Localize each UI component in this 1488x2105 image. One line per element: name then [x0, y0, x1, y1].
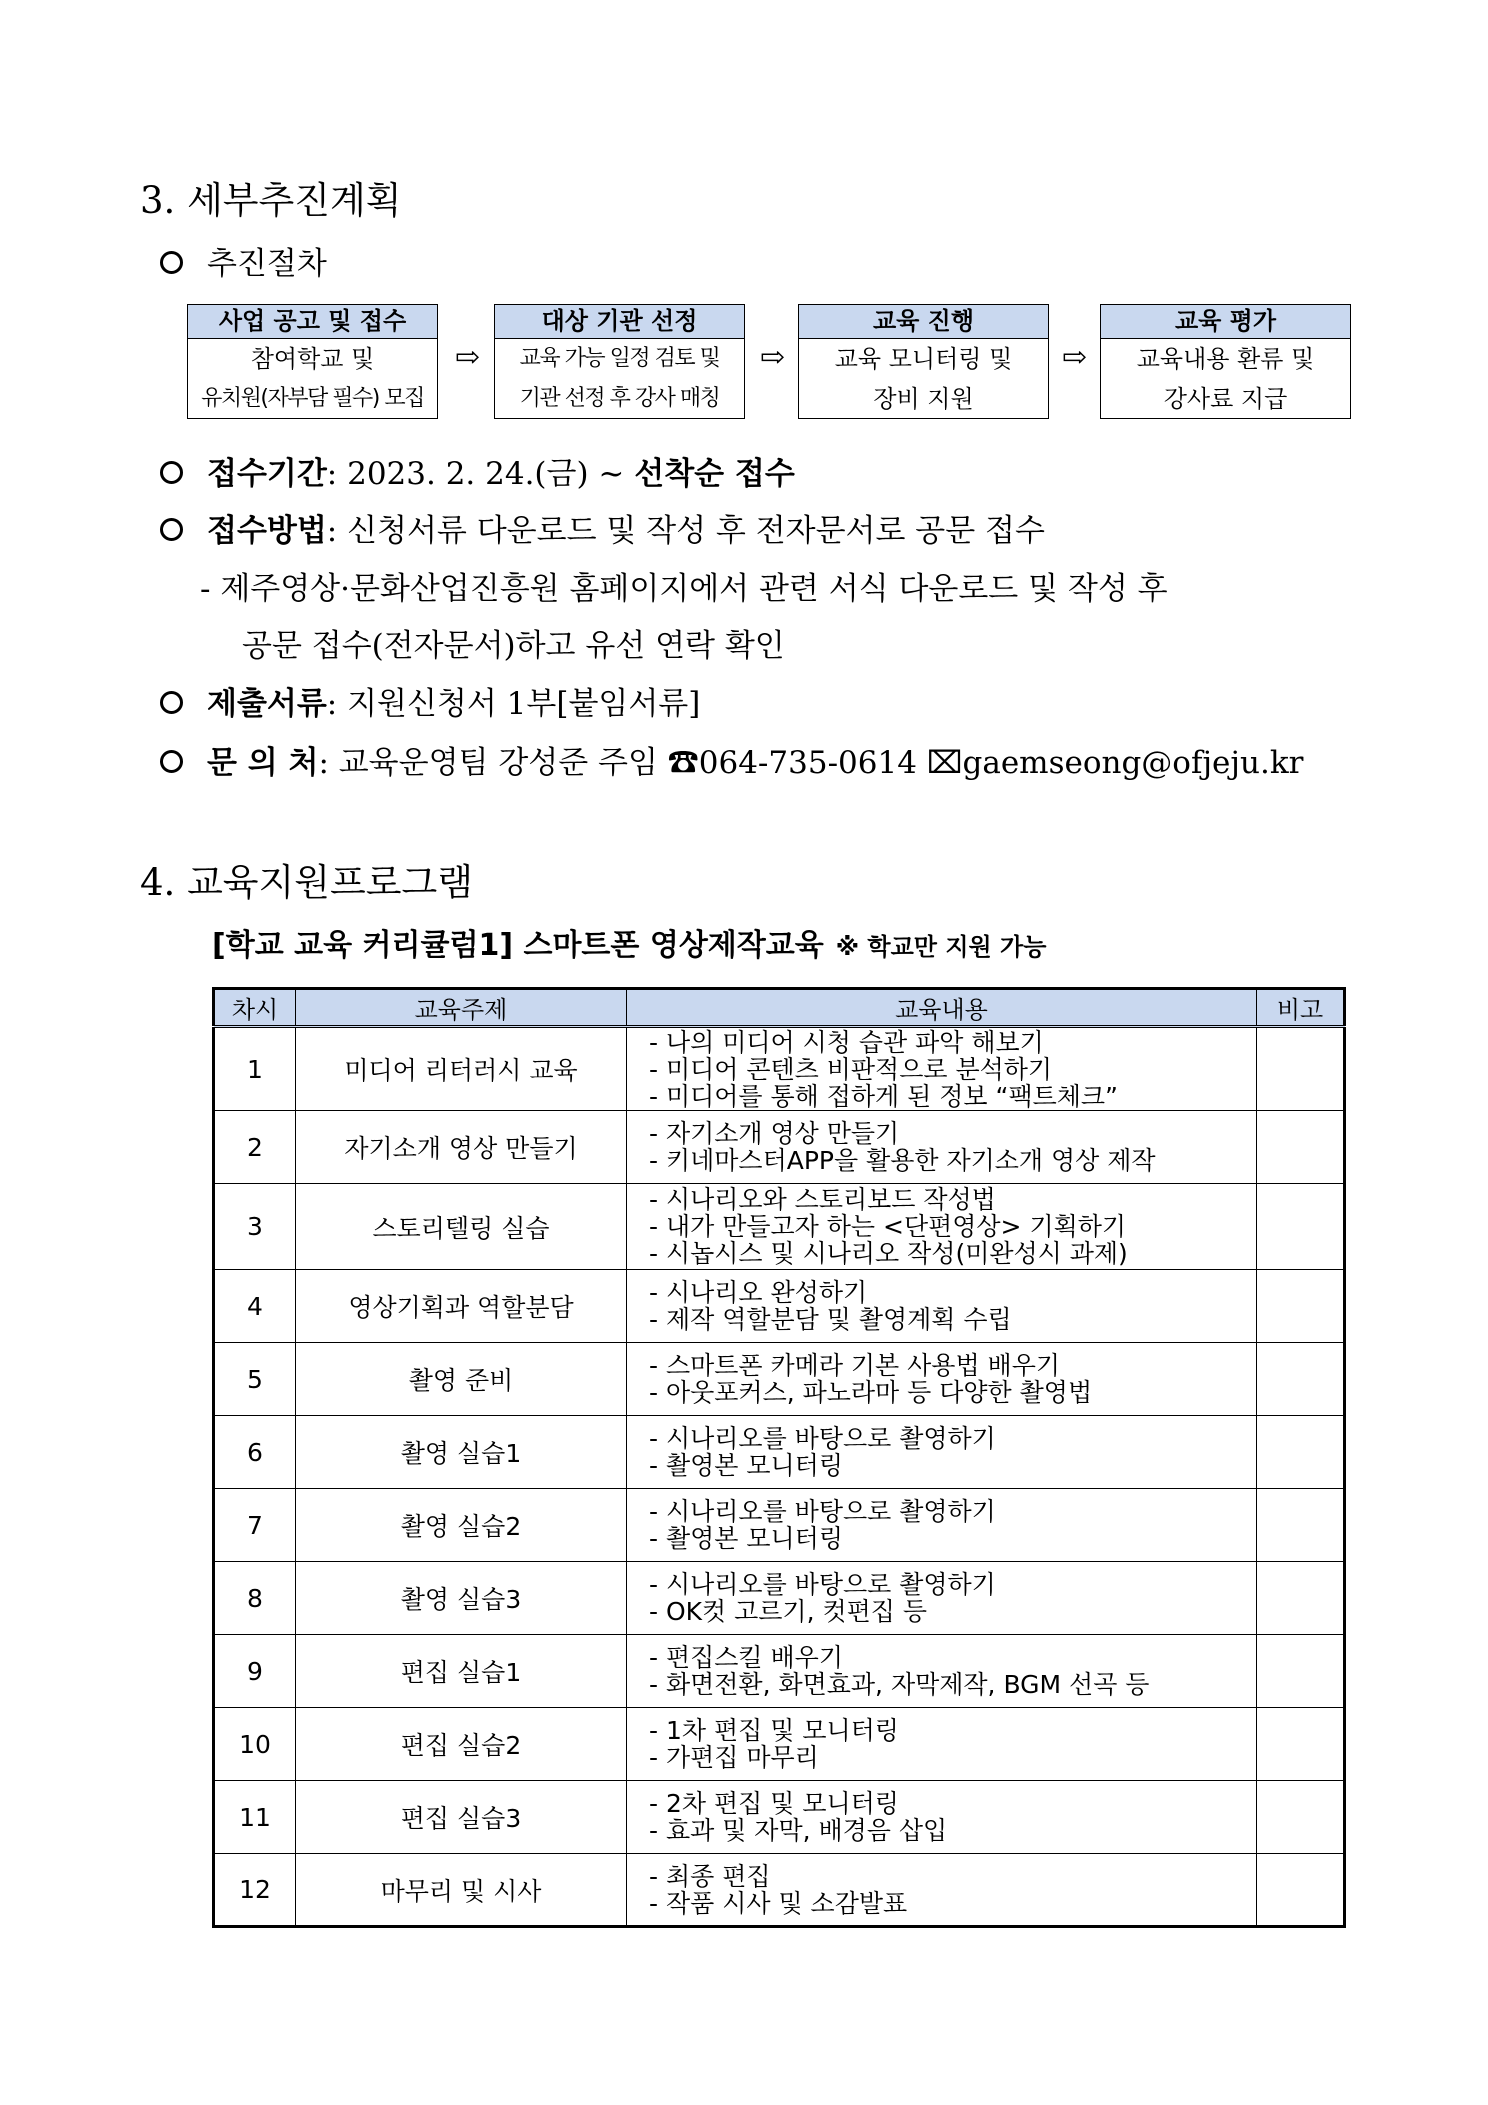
content-item: - 미디어 콘텐츠 비판적으로 분석하기	[649, 1054, 1053, 1084]
row-content	[627, 1027, 1257, 1111]
row-content	[627, 1184, 1257, 1270]
content-item: - 편집스킬 배우기	[649, 1643, 843, 1672]
table-row	[214, 1489, 1345, 1562]
circle-bullet-icon	[160, 750, 183, 773]
row-no: 3	[214, 1184, 296, 1270]
flow-step-2	[494, 304, 745, 419]
row-content	[627, 1111, 1257, 1184]
row-topic: 편집 실습3	[296, 1781, 627, 1854]
content-item: - 화면전환, 화면효과, 자막제작, BGM 선곡 등	[649, 1670, 1150, 1699]
curriculum-table	[212, 987, 1346, 1928]
content-item: - 나의 미디어 시청 습관 파악 해보기	[649, 1027, 1044, 1057]
flow-step-3-line-2: 장비 지원	[873, 385, 974, 413]
flow-step-2-line-2: 기관 선정 후 강사 매칭	[519, 386, 720, 411]
content-item: - 시놉시스 및 시나리오 작성(미완성시 과제)	[649, 1239, 1128, 1268]
content-item: - 가편집 마무리	[649, 1743, 819, 1772]
flow-step-3	[798, 304, 1049, 419]
flow-arrow-icon: ⇨	[455, 340, 481, 375]
row-no: 2	[214, 1111, 296, 1184]
row-topic: 촬영 실습3	[296, 1562, 627, 1635]
docs-line	[160, 678, 700, 723]
row-topic: 촬영 실습2	[296, 1489, 627, 1562]
circle-bullet-icon	[160, 518, 183, 541]
row-note	[1257, 1562, 1345, 1635]
content-item: - 제작 역할분담 및 촬영계획 수립	[649, 1305, 1012, 1334]
period-value: : 2023. 2. 24.(금) ~	[326, 456, 635, 492]
docs-value: : 지원신청서 1부[붙임서류]	[326, 686, 701, 722]
row-topic: 편집 실습1	[296, 1635, 627, 1708]
flow-step-3-head: 교육 진행	[799, 305, 1048, 339]
method-line	[160, 505, 1045, 550]
period-bold: 선착순 접수	[634, 456, 795, 492]
circle-bullet-icon	[160, 461, 183, 484]
header-note: 비고	[1257, 989, 1345, 1027]
contact-label: 문 의 처	[207, 745, 319, 781]
row-content	[627, 1343, 1257, 1416]
row-topic: 스토리텔링 실습	[296, 1184, 627, 1270]
row-note	[1257, 1416, 1345, 1489]
row-note	[1257, 1027, 1345, 1111]
table-row	[214, 1635, 1345, 1708]
row-no: 9	[214, 1635, 296, 1708]
row-no: 6	[214, 1416, 296, 1489]
row-content	[627, 1270, 1257, 1343]
section-4-title: 4. 교육지원프로그램	[140, 861, 473, 904]
section-3-title: 3. 세부추진계획	[140, 179, 402, 222]
flow-step-3-line-1: 교육 모니터링 및	[834, 345, 1013, 373]
row-topic: 촬영 준비	[296, 1343, 627, 1416]
header-topic: 교육주제	[296, 989, 627, 1027]
row-topic: 촬영 실습1	[296, 1416, 627, 1489]
flow-step-1-line-1: 참여학교 및	[250, 345, 375, 373]
flow-arrow-icon: ⇨	[760, 340, 786, 375]
row-topic: 마무리 및 시사	[296, 1854, 627, 1927]
row-content	[627, 1489, 1257, 1562]
content-item: - 효과 및 자막, 배경음 삽입	[649, 1816, 948, 1845]
flow-step-1-head: 사업 공고 및 접수	[188, 305, 437, 339]
procedure-heading	[160, 238, 327, 283]
flow-step-1-line-2: 유치원(자부담 필수) 모집	[201, 386, 424, 411]
flow-step-4	[1100, 304, 1351, 419]
row-topic: 편집 실습2	[296, 1708, 627, 1781]
row-content	[627, 1781, 1257, 1854]
row-no: 8	[214, 1562, 296, 1635]
flow-step-4-line-1: 교육내용 환류 및	[1136, 345, 1315, 373]
period-label: 접수기간	[207, 456, 327, 492]
content-item: - 촬영본 모니터링	[649, 1451, 843, 1480]
content-item: - 미디어를 통해 접하게 된 정보 “팩트체크”	[649, 1081, 1119, 1111]
method-value: : 신청서류 다운로드 및 작성 후 전자문서로 공문 접수	[326, 513, 1045, 549]
row-topic: 영상기획과 역할분담	[296, 1270, 627, 1343]
table-row	[214, 1270, 1345, 1343]
row-note	[1257, 1489, 1345, 1562]
table-row	[214, 1562, 1345, 1635]
content-item: - OK컷 고르기, 컷편집 등	[649, 1597, 928, 1626]
content-item: - 자기소개 영상 만들기	[649, 1119, 900, 1148]
row-note	[1257, 1635, 1345, 1708]
procedure-label: 추진절차	[207, 246, 327, 282]
content-item: - 1차 편집 및 모니터링	[649, 1716, 899, 1745]
curriculum-subtitle	[212, 920, 1046, 964]
content-item: - 스마트폰 카메라 기본 사용법 배우기	[649, 1351, 1061, 1380]
header-content: 교육내용	[627, 989, 1257, 1027]
row-content	[627, 1708, 1257, 1781]
row-content	[627, 1562, 1257, 1635]
content-item: - 키네마스터APP을 활용한 자기소개 영상 제작	[649, 1146, 1156, 1175]
contact-line	[160, 737, 1303, 782]
flow-step-4-line-2: 강사료 지급	[1163, 385, 1288, 413]
row-note	[1257, 1111, 1345, 1184]
circle-bullet-icon	[160, 251, 183, 274]
circle-bullet-icon	[160, 691, 183, 714]
flow-step-4-head: 교육 평가	[1101, 305, 1350, 339]
row-note	[1257, 1854, 1345, 1927]
row-topic: 미디어 리터러시 교육	[296, 1027, 627, 1111]
content-item: - 아웃포커스, 파노라마 등 다양한 촬영법	[649, 1378, 1093, 1407]
content-item: - 시나리오를 바탕으로 촬영하기	[649, 1497, 996, 1526]
table-row	[214, 1343, 1345, 1416]
content-item: - 작품 시사 및 소감발표	[649, 1888, 908, 1918]
row-content	[627, 1416, 1257, 1489]
curriculum-title: [학교 교육 커리큘럼1] 스마트폰 영상제작교육	[212, 928, 824, 963]
row-no: 12	[214, 1854, 296, 1927]
content-item: - 시나리오를 바탕으로 촬영하기	[649, 1424, 996, 1453]
contact-value: : 교육운영팀 강성준 주임 ☎064-735-0614 ⌧gaemseong@ofjeju.kr	[318, 745, 1304, 781]
row-no: 4	[214, 1270, 296, 1343]
row-no: 10	[214, 1708, 296, 1781]
table-row	[214, 1416, 1345, 1489]
row-content	[627, 1854, 1257, 1927]
content-item: - 촬영본 모니터링	[649, 1524, 843, 1553]
content-item: - 2차 편집 및 모니터링	[649, 1789, 899, 1818]
method-detail-2: 공문 접수(전자문서)하고 유선 연락 확인	[242, 628, 785, 664]
row-content	[627, 1635, 1257, 1708]
flow-arrow-icon: ⇨	[1062, 340, 1088, 375]
row-note	[1257, 1708, 1345, 1781]
table-header-row	[214, 989, 1345, 1027]
table-row	[214, 1708, 1345, 1781]
row-note	[1257, 1184, 1345, 1270]
header-session: 차시	[214, 989, 296, 1027]
method-label: 접수방법	[207, 513, 327, 549]
curriculum-note: ※ 학교만 지원 가능	[835, 933, 1047, 961]
flow-step-2-head: 대상 기관 선정	[495, 305, 744, 339]
table-row	[214, 1027, 1345, 1111]
content-item: - 시나리오 완성하기	[649, 1278, 868, 1307]
flow-step-2-line-1: 교육 가능 일정 검토 및	[519, 346, 720, 371]
row-note	[1257, 1343, 1345, 1416]
row-no: 11	[214, 1781, 296, 1854]
content-item: - 최종 편집	[649, 1861, 771, 1891]
table-row	[214, 1781, 1345, 1854]
table-row	[214, 1854, 1345, 1927]
row-note	[1257, 1781, 1345, 1854]
row-no: 7	[214, 1489, 296, 1562]
row-topic: 자기소개 영상 만들기	[296, 1111, 627, 1184]
docs-label: 제출서류	[207, 686, 327, 722]
period-line	[160, 448, 795, 493]
flow-step-1	[187, 304, 438, 419]
content-item: - 시나리오를 바탕으로 촬영하기	[649, 1570, 996, 1599]
row-no: 5	[214, 1343, 296, 1416]
method-detail-1: - 제주영상·문화산업진흥원 홈페이지에서 관련 서식 다운로드 및 작성 후	[200, 571, 1168, 607]
row-no: 1	[214, 1027, 296, 1111]
row-note	[1257, 1270, 1345, 1343]
table-row	[214, 1111, 1345, 1184]
content-item: - 시나리오와 스토리보드 작성법	[649, 1185, 996, 1214]
table-row	[214, 1184, 1345, 1270]
content-item: - 내가 만들고자 하는 <단편영상> 기획하기	[649, 1212, 1127, 1241]
